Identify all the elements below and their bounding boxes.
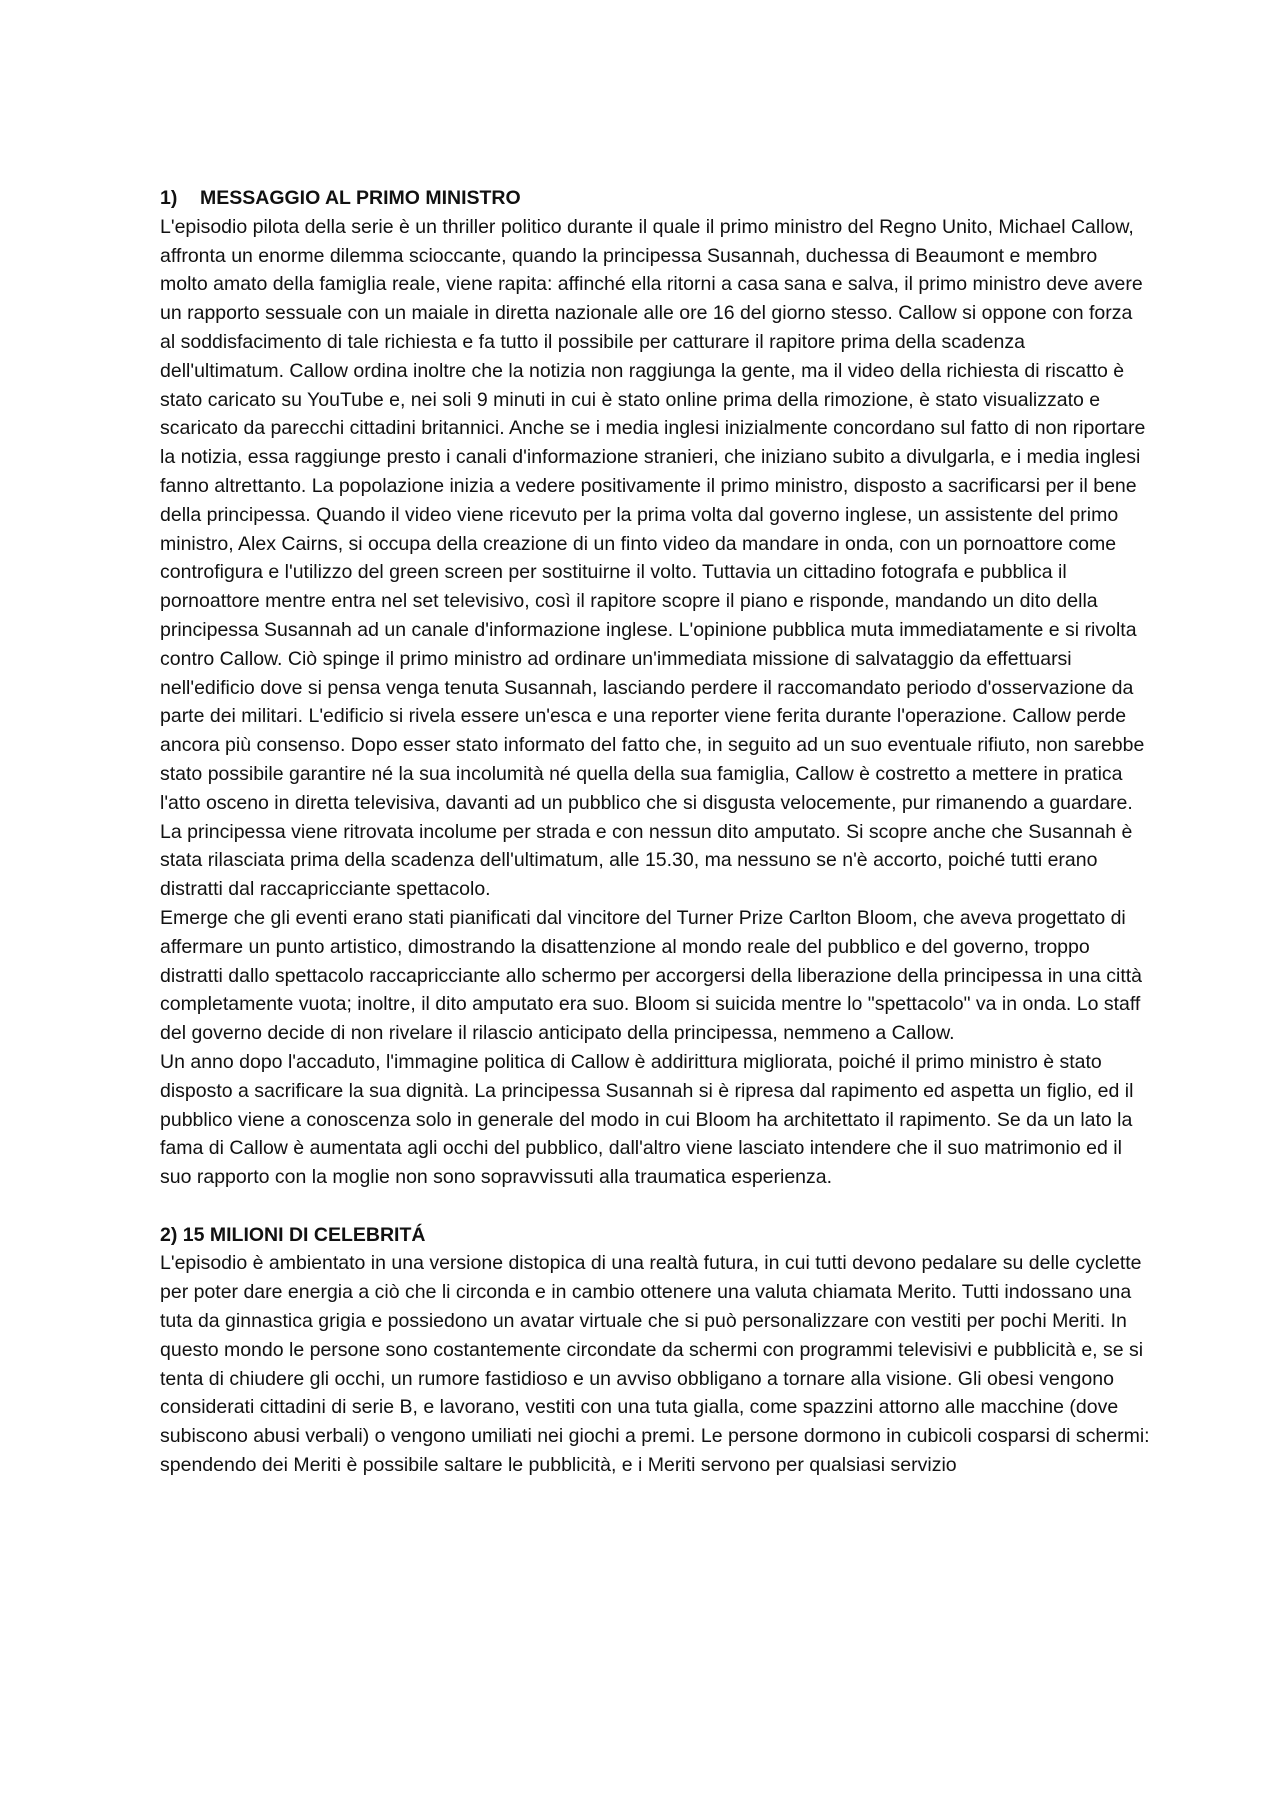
document-page [160,184,1150,1480]
section-title: 15 MILIONI DI CELEBRITÁ [182,1223,426,1246]
paragraph: L'episodio è ambientato in una versione distopica di una realtà futura, in cui tutti devono pedalare su delle cyclette per poter dare energia a ciò che li circonda e in cambio ottenere una valuta chiamata Merito. Tutti indossano una tuta da ginnastica grigia e possiedono un avatar virtuale che si può personalizzare con vestiti per pochi Meriti. In questo mondo le persone sono costantemente circondate da schermi con programmi televisivi e pubblicità e, se si tenta di chiudere gli occhi, un rumore fastidioso e un avviso obbligano a tornare alla visione. Gli obesi vengono considerati cittadini di serie B, e lavorano, vestiti con una tuta gialla, come spazzini attorno alle macchine (dove subiscono abusi verbali) o vengono umiliati nei giochi a premi. Le persone dormono in cubicoli cosparsi di schermi: spendendo dei Meriti è possibile saltare le pubblicità, e i Meriti servono per qualsiasi servizio [160,1252,1150,1477]
section-1 [160,184,1150,1192]
paragraph: Emerge che gli eventi erano stati pianificati dal vincitore del Turner Prize Carlton Bloom, che aveva progettato di affermare un punto artistico, dimostrando la disattenzione al mondo reale del pubblico e del governo, troppo distratti dallo spettacolo raccapricciante allo schermo per accorgersi della liberazione della principessa in una città completamente vuota; inoltre, il dito amputato era suo. Bloom si suicida mentre lo "spettacolo" va in onda. Lo staff del governo decide di non rivelare il rilascio anticipato della principessa, nemmeno a Callow. [160,906,1143,1045]
section-title: MESSAGGIO AL PRIMO MINISTRO [200,187,521,209]
section-number: 2) [160,1223,178,1246]
paragraph: L'episodio pilota della serie è un thriller politico durante il quale il primo ministro del Regno Unito, Michael Callow, affronta un enorme dilemma scioccante, quando la principessa Susannah, duchessa di Beaumont e membro molto amato della famiglia reale, viene rapita: affinché ella ritorni a casa sana e salva, il primo ministro deve avere un rapporto sessuale con un maiale in diretta nazionale alle ore 16 del giorno stesso. Callow si oppone con forza al soddisfacimento di tale richiesta e fa tutto il possibile per catturare il rapitore prima della scadenza dell'ultimatum. Callow ordina inoltre che la notizia non raggiunga la gente, ma il video della richiesta di riscatto è stato caricato su YouTube e, nei soli 9 minuti in cui è stato online prima della rimozione, è stato visualizzato e scaricato da parecchi cittadini britannici. Anche se i media inglesi inizialmente concordano sul fatto di non riportare la notizia, essa raggiunge presto i canali d'informazione stranieri, che iniziano subito a divulgarla, e i media inglesi fanno altrettanto. La popolazione inizia a vedere positivamente il primo ministro, disposto a sacrificarsi per il bene della principessa. Quando il video viene ricevuto per la prima volta dal governo inglese, un assistente del primo ministro, Alex Cairns, si occupa della creazione di un finto video da mandare in onda, con un pornoattore come controfigura e l'utilizzo del green screen per sostituirne il volto. Tuttavia un cittadino fotografa e pubblica il pornoattore mentre entra nel set televisivo, così il rapitore scopre il piano e risponde, mandando un dito della principessa Susannah ad un canale d'informazione inglese. L'opinione pubblica muta immediatamente e si rivolta contro Callow. Ciò spinge il primo ministro ad ordinare un'immediata missione di salvataggio da effettuarsi nell'edificio dove si pensa venga tenuta Susannah, lasciando perdere il raccomandato periodo d'osservazione da parte dei militari. L'edificio si rivela essere un'esca e una reporter viene ferita durante l'operazione. Callow perde ancora più consenso. Dopo esser stato informato del fatto che, in seguito ad un suo eventuale rifiuto, non sarebbe stato possibile garantire né la sua incolumità né quella della sua famiglia, Callow è costretto a mettere in pratica l'atto osceno in diretta televisiva, davanti ad un pubblico che si disgusta velocemente, pur rimanendo a guardare. La principessa viene ritrovata incolume per strada e con nessun dito amputato. Si scopre anche che Susannah è stata rilasciata prima della scadenza dell'ultimatum, alle 15.30, ma nessuno se n'è accorto, poiché tutti erano distratti dal raccapricciante spettacolo. [160,215,1146,901]
section-spacer [160,1192,1150,1221]
section-number: 1) [160,187,178,209]
paragraph: Un anno dopo l'accaduto, l'immagine politica di Callow è addirittura migliorata, poiché il primo ministro è stato disposto a sacrificare la sua dignità. La principessa Susannah si è ripresa dal rapimento ed aspetta un figlio, ed il pubblico viene a conoscenza solo in generale del modo in cui Bloom ha architettato il rapimento. Se da un lato la fama di Callow è aumentata agli occhi del pubblico, dall'altro viene lasciato intendere che il suo matrimonio ed il suo rapporto con la moglie non sono sopravvissuti alla traumatica esperienza. [160,1050,1134,1189]
section-heading [160,184,1150,213]
section-2 [160,1221,1150,1480]
section-heading [160,1221,1150,1250]
